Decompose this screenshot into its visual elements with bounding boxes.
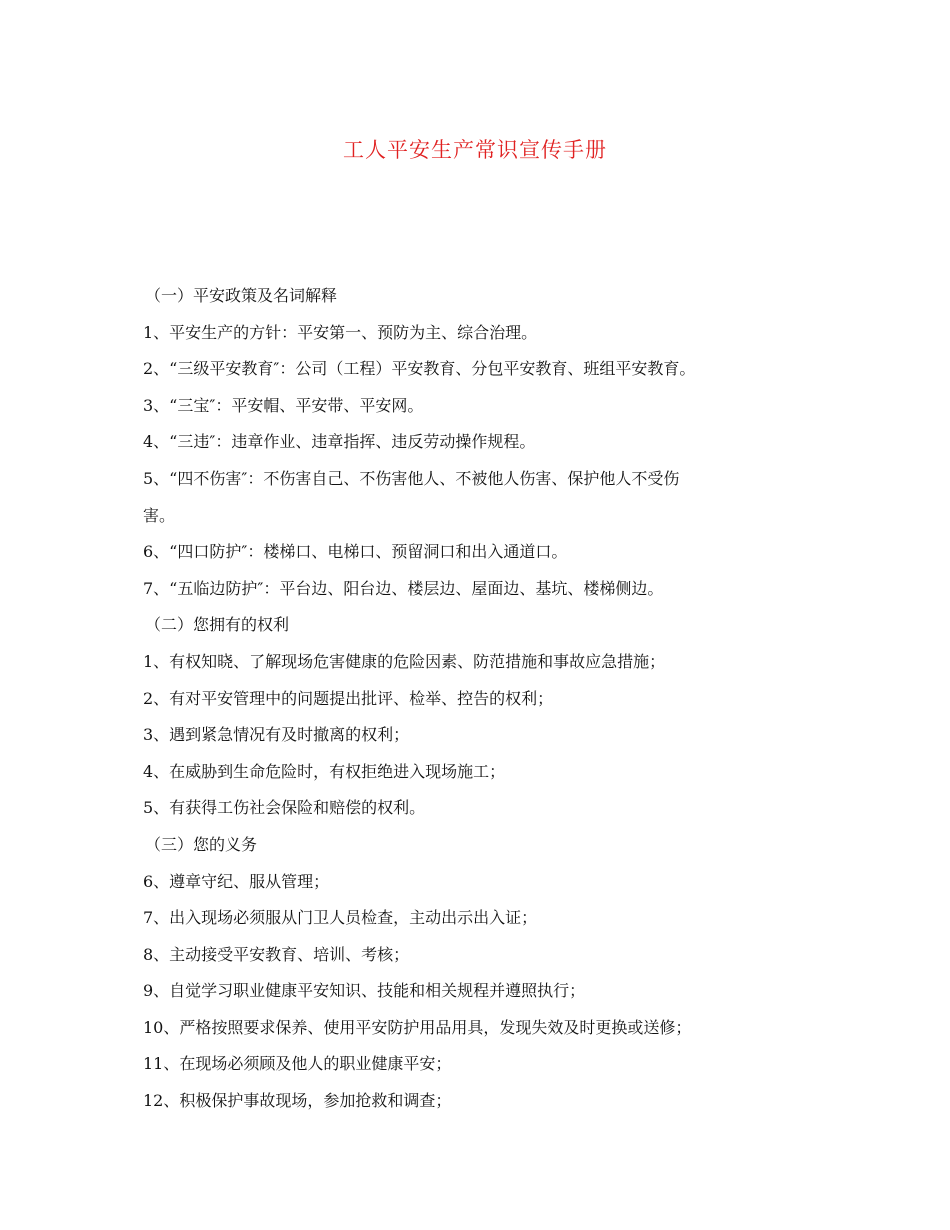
duty-line: 8、主动接受平安教育、培训、考核； (143, 944, 410, 964)
duty-line: 6、遵章守纪、服从管理； (143, 871, 330, 891)
duty-line: 12、积极保护事故现场，参加抢救和调查； (143, 1091, 452, 1111)
duty-line: 9、自觉学习职业健康平安知识、技能和相关规程并遵照执行； (143, 981, 586, 1001)
document-title: 工人平安生产常识宣传手册 (343, 138, 607, 162)
duty-line: 11、在现场必须顾及他人的职业健康平安； (143, 1054, 452, 1074)
rights-line: 3、遇到紧急情况有及时撤离的权利； (143, 725, 410, 745)
section-heading: （三）您的义务 (145, 834, 258, 854)
rights-line: 5、有获得工伤社会保险和赔偿的权利。 (143, 798, 426, 818)
policy-line: 1、平安生产的方针：平安第一、预防为主、综合治理。 (143, 322, 538, 342)
policy-line: 4、“三违″：违章作业、违章指挥、违反劳动操作规程。 (143, 432, 536, 452)
section-heading: （二）您拥有的权利 (145, 615, 290, 635)
rights-line: 1、有权知晓、了解现场危害健康的危险因素、防范措施和事故应急措施； (143, 651, 666, 671)
policy-line-continuation: 害。 (143, 505, 176, 525)
rights-line: 4、在威胁到生命危险时，有权拒绝进入现场施工； (143, 761, 506, 781)
duty-line: 10、严格按照要求保养、使用平安防护用品用具，发现失效及时更换或送修； (143, 1017, 692, 1037)
policy-line: 7、“五临边防护″：平台边、阳台边、楼层边、屋面边、基坑、楼梯侧边。 (143, 578, 664, 598)
policy-line: 5、“四不伤害″：不伤害自己、不伤害他人、不被他人伤害、保护他人不受伤 (143, 468, 680, 488)
section-heading: （一）平安政策及名词解释 (145, 286, 338, 305)
policy-line: 6、“四口防护″：楼梯口、电梯口、预留洞口和出入通道口。 (143, 542, 568, 562)
document-body (143, 278, 803, 1120)
rights-line: 2、有对平安管理中的问题提出批评、检举、控告的权利； (143, 688, 554, 708)
policy-line: 3、“三宝″：平安帽、平安带、平安网。 (143, 395, 424, 415)
policy-line: 2、“三级平安教育″：公司（工程）平安教育、分包平安教育、班组平安教育。 (143, 359, 696, 379)
duty-line: 7、出入现场必须服从门卫人员检查，主动出示出入证； (143, 908, 538, 928)
